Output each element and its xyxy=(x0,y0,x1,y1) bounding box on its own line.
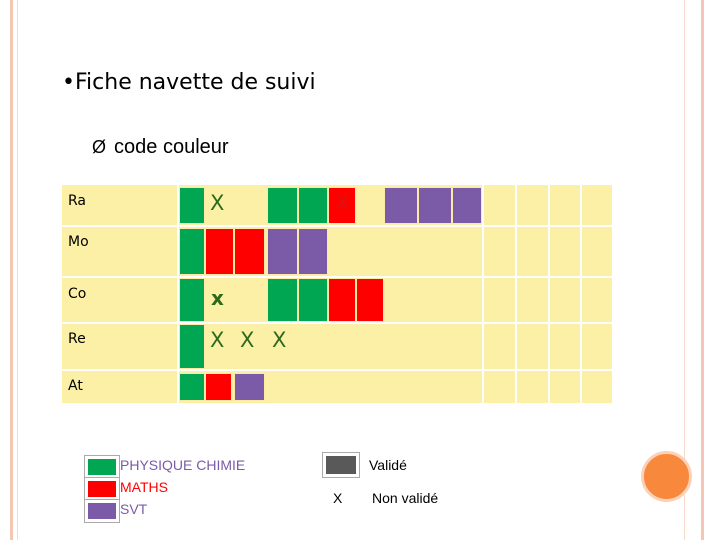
cell-mo-2 xyxy=(205,228,234,275)
legend-label-physique-chimie: PHYSIQUE CHIMIE xyxy=(120,457,246,473)
cell-mo-5 xyxy=(298,228,328,275)
row-label-ra: Ra xyxy=(68,193,86,209)
arrow-bullet-icon: Ø xyxy=(92,137,107,157)
grid-line xyxy=(62,225,612,227)
legend-label-valide: Validé xyxy=(369,457,407,473)
cell-at-1 xyxy=(179,373,205,401)
cell-mo-4 xyxy=(267,228,298,275)
legend-label-svt: SVT xyxy=(120,501,148,517)
title-bullet: • xyxy=(62,70,75,95)
slide-subtitle xyxy=(92,136,229,159)
grid-line xyxy=(515,185,517,403)
legend-swatch-physique-chimie xyxy=(85,456,119,478)
slide-title xyxy=(62,70,316,95)
grid-line xyxy=(177,185,179,403)
legend-swatch-maths xyxy=(85,478,119,500)
grid-line xyxy=(62,322,612,324)
decorative-circle xyxy=(641,451,692,502)
cell-mo-3 xyxy=(234,228,265,275)
legend-label-non-valide: Non validé xyxy=(372,490,439,506)
cell-at-2 xyxy=(205,373,232,401)
mark-co-1: x xyxy=(211,286,224,310)
cell-co-5 xyxy=(298,278,328,322)
grid-line xyxy=(62,369,612,371)
cell-ra-10 xyxy=(452,187,482,224)
row-label-re: Re xyxy=(68,331,86,347)
cell-mo-1 xyxy=(179,228,205,275)
cell-co-1 xyxy=(179,278,205,322)
subtitle-text: code couleur xyxy=(114,136,229,158)
cell-co-6 xyxy=(328,278,356,322)
grid-line xyxy=(62,276,612,278)
mark-ra-2: X xyxy=(335,191,350,215)
mark-re-3: X xyxy=(272,328,287,352)
cell-at-3 xyxy=(234,373,265,401)
cell-co-4 xyxy=(267,278,298,322)
grid-line xyxy=(548,185,550,403)
legend-swatch-valide xyxy=(323,453,359,477)
grid-line xyxy=(580,185,582,403)
cell-ra-1 xyxy=(179,187,205,224)
cell-ra-9 xyxy=(418,187,452,224)
grid-line xyxy=(482,185,484,403)
mark-re-2: X xyxy=(240,328,255,352)
cell-ra-5 xyxy=(298,187,328,224)
legend-label-maths: MATHS xyxy=(120,479,168,495)
cell-ra-8 xyxy=(384,187,418,224)
cell-ra-4 xyxy=(267,187,298,224)
mark-re-1: X xyxy=(210,328,225,352)
legend-x-symbol: X xyxy=(333,490,343,506)
mark-ra-1: X xyxy=(210,191,225,215)
cell-re-1 xyxy=(179,324,205,369)
row-label-co: Co xyxy=(68,286,87,302)
legend-swatch-svt xyxy=(85,500,119,522)
row-label-mo: Mo xyxy=(68,234,89,250)
row-label-at: At xyxy=(68,378,83,394)
title-text: Fiche navette de suivi xyxy=(74,70,316,95)
cell-co-7 xyxy=(356,278,384,322)
